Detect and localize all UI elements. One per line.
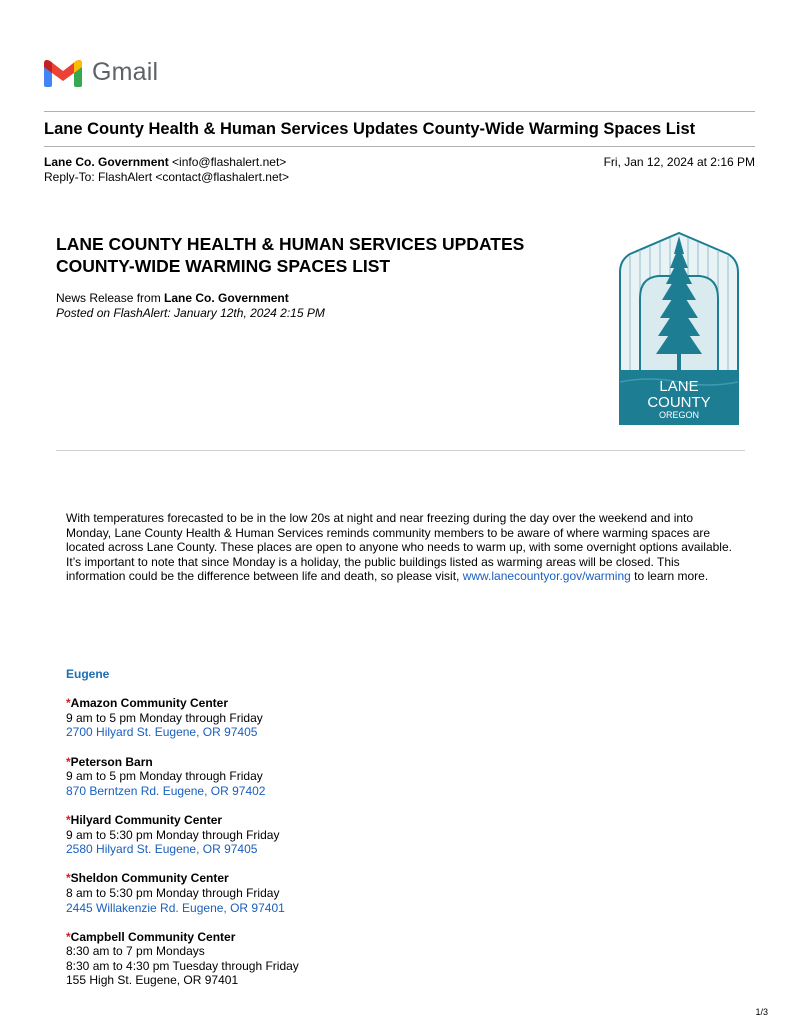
required-star: * — [66, 871, 71, 886]
location-address-link[interactable]: 2580 Hilyard St. Eugene, OR 97405 — [66, 842, 258, 857]
eugene-section — [66, 667, 299, 988]
posted-line: Posted on FlashAlert: January 12th, 2024 2:15 PM — [56, 306, 325, 320]
location-hours: 9 am to 5:30 pm Monday through Friday — [66, 827, 280, 842]
reply-to: Reply-To: FlashAlert <contact@flashalert.net> — [44, 170, 289, 184]
required-star: * — [66, 754, 71, 769]
sender-name: Lane Co. Government — [44, 155, 169, 169]
section-title-eugene: Eugene — [66, 667, 110, 681]
logo-line-lane: LANE — [659, 378, 699, 395]
gmail-wordmark: Gmail — [92, 58, 159, 86]
news-release-line — [56, 291, 289, 305]
list-item — [66, 930, 299, 988]
location-address-link[interactable]: 2445 Willakenzie Rd. Eugene, OR 97401 — [66, 900, 285, 915]
logo-line-county: COUNTY — [647, 394, 711, 411]
lane-county-logo — [618, 232, 740, 430]
location-hours: 9 am to 5 pm Monday through Friday — [66, 769, 263, 784]
divider — [44, 111, 755, 112]
page-number: 1/3 — [755, 1007, 768, 1017]
list-item — [66, 813, 299, 857]
warming-link[interactable]: www.lanecountyor.gov/warming — [462, 569, 631, 584]
release-body — [66, 511, 738, 584]
required-star: * — [66, 696, 71, 711]
divider — [44, 146, 755, 147]
email-subject: Lane County Health & Human Services Updates County-Wide Warming Spaces List — [44, 120, 696, 138]
gmail-logo — [44, 58, 158, 87]
sender-line — [44, 155, 286, 169]
news-release-org: Lane Co. Government — [164, 291, 289, 305]
location-hours: 9 am to 5 pm Monday through Friday — [66, 710, 263, 725]
location-address-link[interactable]: 870 Berntzen Rd. Eugene, OR 97402 — [66, 783, 266, 798]
body-text: With temperatures forecasted to be in the low 20s at night and near freezing during the day over the weekend and into Monday, Lane County Health & Human Services reminds community members to be aware of where warming spaces are located across Lane County. These places are open to anyone who needs to warm up, with some overnight options available. It’s important to note that since Monday is a holiday, the public buildings listed as warming areas will be closed. This information could be the difference between life and death, so please visit, — [66, 511, 732, 584]
divider — [56, 450, 745, 451]
sender-email[interactable]: <info@flashalert.net> — [172, 155, 287, 169]
email-date: Fri, Jan 12, 2024 at 2:16 PM — [603, 155, 755, 169]
required-star: * — [66, 929, 71, 944]
news-release-prefix: News Release from — [56, 291, 161, 305]
body-suffix: to learn more. — [630, 569, 709, 584]
release-title: LANE COUNTY HEALTH & HUMAN SERVICES UPDATES COUNTY-WIDE WARMING SPACES LIST — [56, 234, 525, 276]
location-name: Peterson Barn — [70, 754, 153, 769]
list-item — [66, 871, 299, 915]
logo-line-oregon: OREGON — [658, 410, 700, 420]
location-hours: 8:30 am to 7 pm Mondays — [66, 944, 205, 959]
location-name: Hilyard Community Center — [70, 812, 223, 827]
location-hours: 8:30 am to 4:30 pm Tuesday through Friday — [66, 958, 299, 973]
list-item — [66, 696, 299, 740]
gmail-m-icon — [44, 58, 82, 87]
location-hours: 8 am to 5:30 pm Monday through Friday — [66, 885, 280, 900]
location-address: 155 High St. Eugene, OR 97401 — [66, 973, 239, 988]
list-item — [66, 755, 299, 799]
location-name: Sheldon Community Center — [70, 871, 229, 886]
location-name: Amazon Community Center — [70, 696, 229, 711]
location-name: Campbell Community Center — [70, 929, 236, 944]
required-star: * — [66, 812, 71, 827]
location-address-link[interactable]: 2700 Hilyard St. Eugene, OR 97405 — [66, 725, 258, 740]
